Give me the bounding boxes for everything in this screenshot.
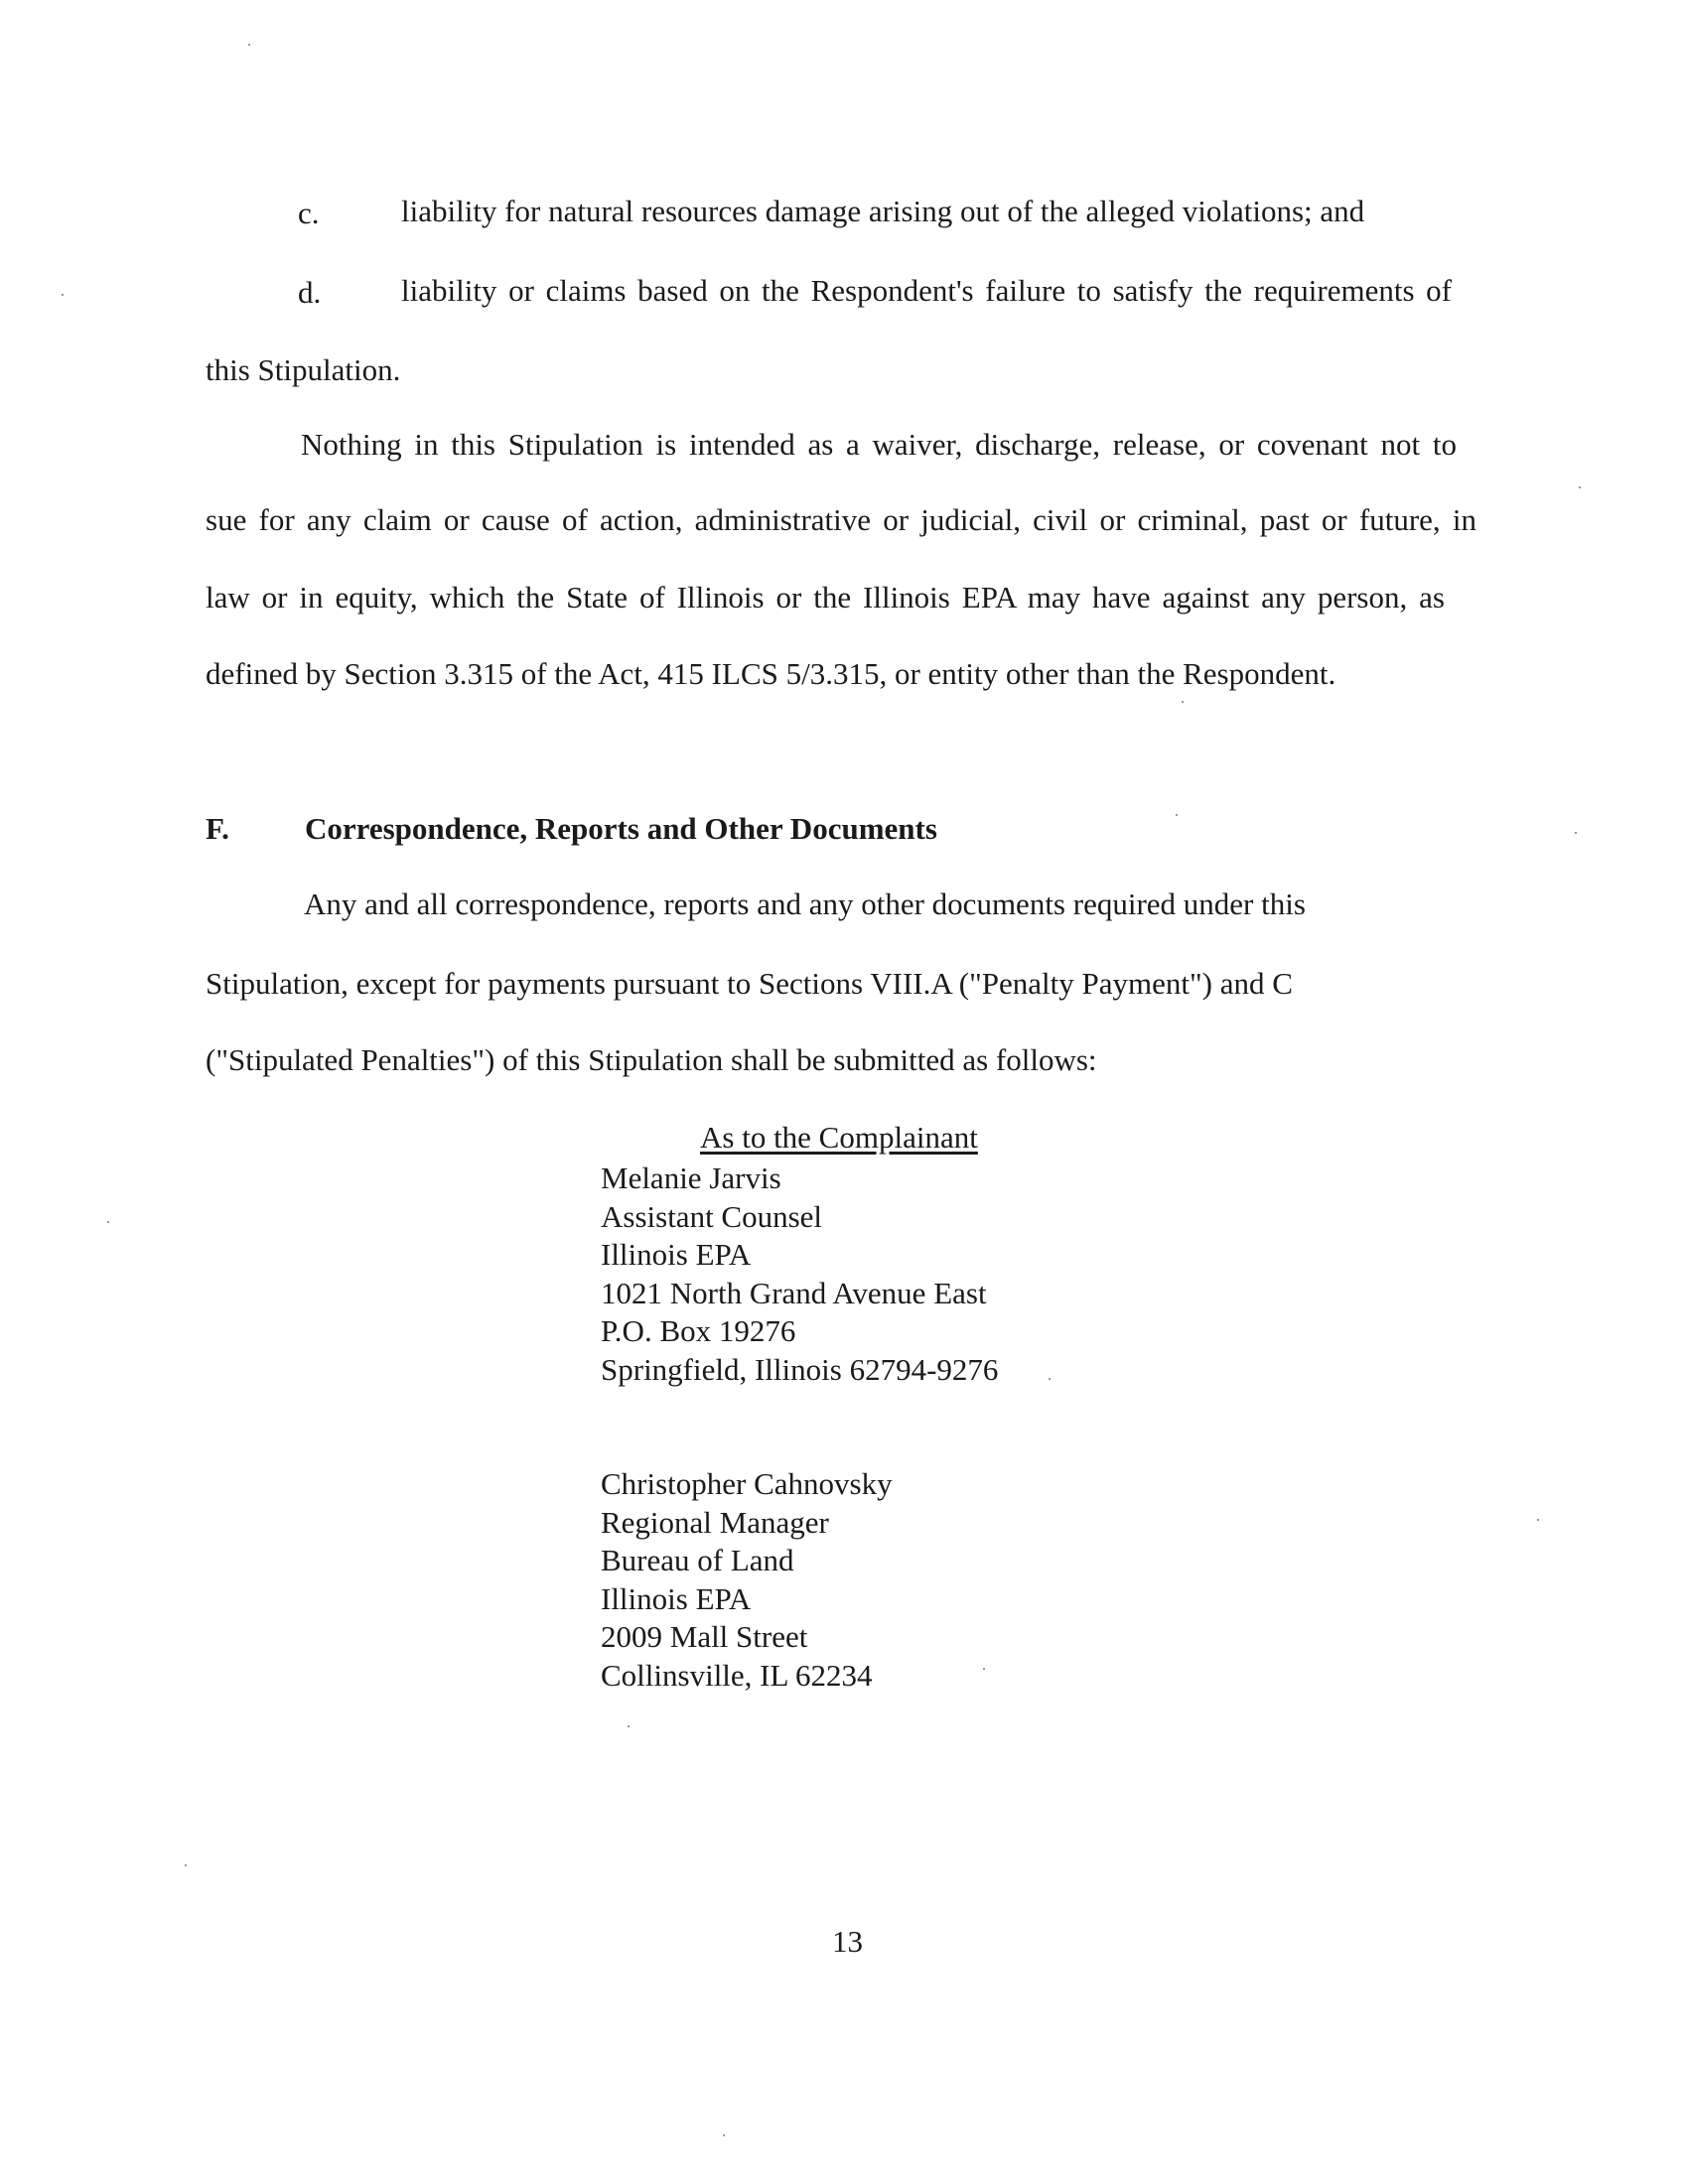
address-line: Collinsville, IL 62234 <box>601 1657 873 1693</box>
scan-speck <box>1579 486 1581 488</box>
address-line: 1021 North Grand Avenue East <box>601 1275 987 1310</box>
address-line: P.O. Box 19276 <box>601 1313 796 1348</box>
paragraph-line: Nothing in this Stipulation is intended as a waiver, discharge, release, or covenant not to <box>301 427 1457 462</box>
list-item-c-label: c. <box>298 196 320 230</box>
address-line: Bureau of Land <box>601 1543 794 1577</box>
scan-speck <box>723 2134 725 2136</box>
section-title: Correspondence, Reports and Other Documents <box>305 811 937 846</box>
address-line: Christopher Cahnovsky <box>601 1466 893 1501</box>
scan-speck <box>1049 1378 1051 1380</box>
paragraph-line: Any and all correspondence, reports and any other documents required under this <box>304 887 1306 921</box>
list-item-d-continuation: this Stipulation. <box>206 352 401 387</box>
address-line: Illinois EPA <box>601 1580 752 1616</box>
address-line: Regional Manager <box>601 1504 829 1540</box>
scan-speck <box>1537 1519 1539 1521</box>
paragraph-line: defined by Section 3.315 of the Act, 415 ILCS 5/3.315, or entity other than the Respondent. <box>206 656 1336 691</box>
address-heading: As to the Complainant <box>700 1120 978 1155</box>
scan-speck <box>185 1864 187 1866</box>
paragraph-line: ("Stipulated Penalties") of this Stipulation shall be submitted as follows: <box>206 1042 1097 1077</box>
paragraph-line: law or in equity, which the State of Illinois or the Illinois EPA may have against any person, as <box>206 580 1445 614</box>
address-block-regional <box>601 1465 893 1695</box>
address-line: Assistant Counsel <box>601 1198 823 1234</box>
address-line: Melanie Jarvis <box>601 1160 781 1195</box>
address-block-complainant <box>601 1160 998 1389</box>
scan-speck <box>248 44 250 46</box>
scan-speck <box>107 1221 109 1223</box>
list-item-c-text: liability for natural resources damage arising out of the alleged violations; and <box>401 194 1365 228</box>
scan-speck <box>1182 701 1184 703</box>
list-item-d-label: d. <box>298 275 322 310</box>
scan-speck <box>1575 832 1577 834</box>
section-letter: F. <box>206 811 229 846</box>
paragraph-line: sue for any claim or cause of action, administrative or judicial, civil or criminal, past or future, in <box>206 502 1476 537</box>
scan-speck <box>62 294 64 296</box>
scan-speck <box>983 1668 985 1670</box>
page-number: 13 <box>832 1924 863 1959</box>
scan-speck <box>628 1725 630 1727</box>
paragraph-line: Stipulation, except for payments pursuant to Sections VIII.A ("Penalty Payment") and C <box>206 966 1293 1001</box>
list-item-d-text: liability or claims based on the Respondent's failure to satisfy the requirements of <box>401 273 1452 308</box>
address-line: Illinois EPA <box>601 1237 752 1272</box>
address-line: Springfield, Illinois 62794-9276 <box>601 1351 999 1387</box>
scan-speck <box>1176 814 1178 816</box>
address-line: 2009 Mall Street <box>601 1619 808 1654</box>
